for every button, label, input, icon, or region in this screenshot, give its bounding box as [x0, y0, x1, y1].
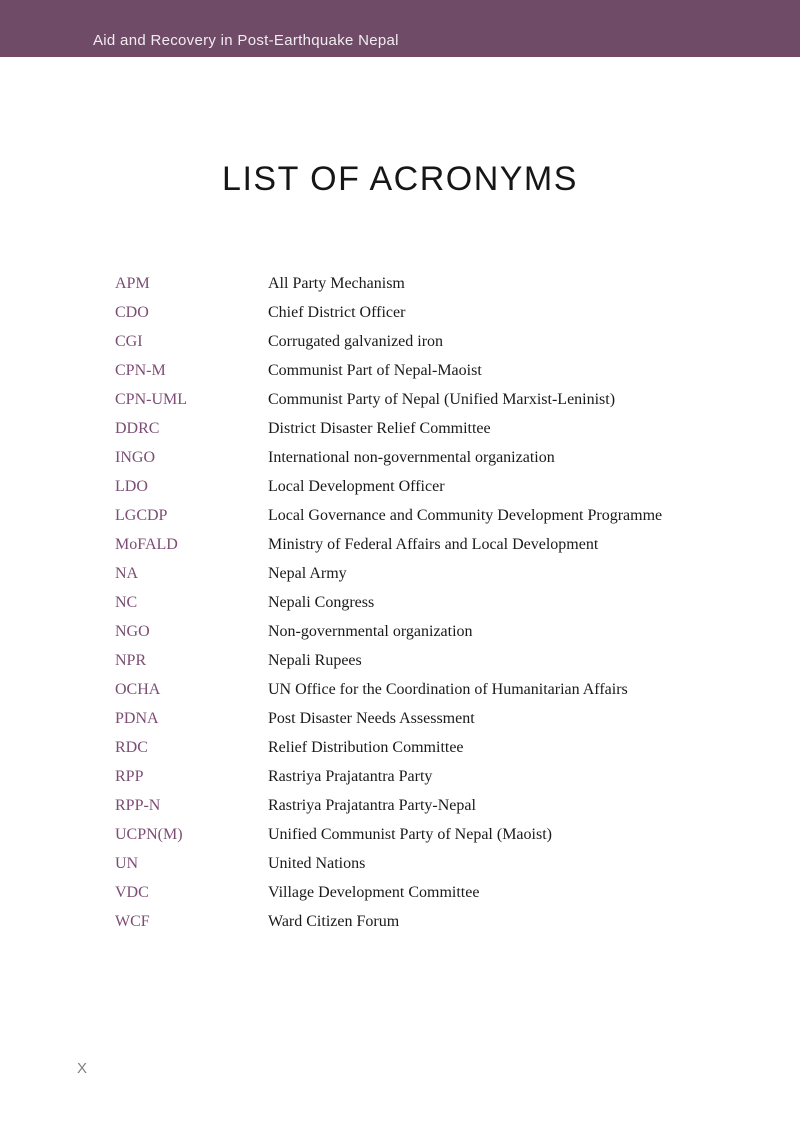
list-item [115, 559, 745, 588]
acronym-definition: Corrugated galvanized iron [268, 333, 444, 350]
list-item [115, 530, 745, 559]
list-item [115, 733, 745, 762]
list-item [115, 414, 745, 443]
list-item [115, 704, 745, 733]
acronym-definition: Post Disaster Needs Assessment [268, 710, 475, 727]
acronym-definition: United Nations [268, 855, 366, 872]
acronym-definition: Local Governance and Community Development Programme [268, 507, 663, 524]
acronym-definition: Nepali Congress [268, 594, 375, 611]
acronym-abbr: PDNA [115, 710, 159, 727]
list-item [115, 472, 745, 501]
acronym-definition: Ministry of Federal Affairs and Local Development [268, 536, 599, 553]
acronym-abbr: CGI [115, 333, 143, 350]
acronym-abbr: UN [115, 855, 139, 872]
page-title: LIST OF ACRONYMS [222, 160, 578, 198]
acronym-definition: Unified Communist Party of Nepal (Maoist) [268, 826, 552, 843]
acronym-definition: Nepal Army [268, 565, 347, 582]
acronym-abbr: MoFALD [115, 536, 178, 553]
acronym-abbr: NA [115, 565, 139, 582]
acronym-definition: International non-governmental organization [268, 449, 555, 466]
acronym-abbr: VDC [115, 884, 149, 901]
acronym-definition: All Party Mechanism [268, 275, 405, 292]
acronym-definition: Ward Citizen Forum [268, 913, 400, 930]
acronym-abbr: RPP [115, 768, 144, 785]
list-item [115, 356, 745, 385]
acronym-definition: Village Development Committee [268, 884, 480, 901]
acronym-abbr: APM [115, 275, 150, 292]
acronym-abbr: LGCDP [115, 507, 168, 524]
list-item [115, 907, 745, 936]
acronym-abbr: INGO [115, 449, 155, 466]
acronym-abbr: RDC [115, 739, 148, 756]
list-item [115, 646, 745, 675]
list-item [115, 443, 745, 472]
acronym-abbr: DDRC [115, 420, 160, 437]
acronym-definition: Non-governmental organization [268, 623, 473, 640]
acronym-definition: Rastriya Prajatantra Party [268, 768, 433, 785]
list-item [115, 849, 745, 878]
acronym-abbr: NC [115, 594, 138, 611]
acronym-definition: Communist Part of Nepal-Maoist [268, 362, 482, 379]
list-item [115, 588, 745, 617]
acronym-definition: Chief District Officer [268, 304, 406, 321]
list-item [115, 791, 745, 820]
page-number: X [77, 1060, 88, 1077]
list-item [115, 385, 745, 414]
acronym-definition: Nepali Rupees [268, 652, 362, 669]
acronym-definition: Communist Party of Nepal (Unified Marxist-Leninist) [268, 391, 616, 408]
acronym-definition: UN Office for the Coordination of Humanitarian Affairs [268, 681, 628, 698]
list-item [115, 675, 745, 704]
list-item [115, 762, 745, 791]
list-item [115, 878, 745, 907]
acronym-abbr: NGO [115, 623, 150, 640]
acronym-abbr: CPN-M [115, 362, 166, 379]
acronym-list [115, 269, 745, 936]
acronym-abbr: OCHA [115, 681, 161, 698]
acronym-abbr: CPN-UML [115, 391, 188, 408]
acronym-abbr: RPP-N [115, 797, 161, 814]
list-item [115, 298, 745, 327]
acronym-abbr: NPR [115, 652, 147, 669]
acronym-abbr: WCF [115, 913, 150, 930]
list-item [115, 617, 745, 646]
acronym-definition: Rastriya Prajatantra Party-Nepal [268, 797, 476, 814]
running-header-title: Aid and Recovery in Post-Earthquake Nepal [93, 32, 399, 49]
header-bar [0, 0, 800, 57]
list-item [115, 820, 745, 849]
list-item [115, 327, 745, 356]
acronym-abbr: CDO [115, 304, 149, 321]
acronym-definition: Local Development Officer [268, 478, 445, 495]
list-item [115, 269, 745, 298]
acronym-definition: District Disaster Relief Committee [268, 420, 491, 437]
acronym-definition: Relief Distribution Committee [268, 739, 464, 756]
acronym-abbr: UCPN(M) [115, 826, 183, 843]
acronym-abbr: LDO [115, 478, 148, 495]
list-item [115, 501, 745, 530]
